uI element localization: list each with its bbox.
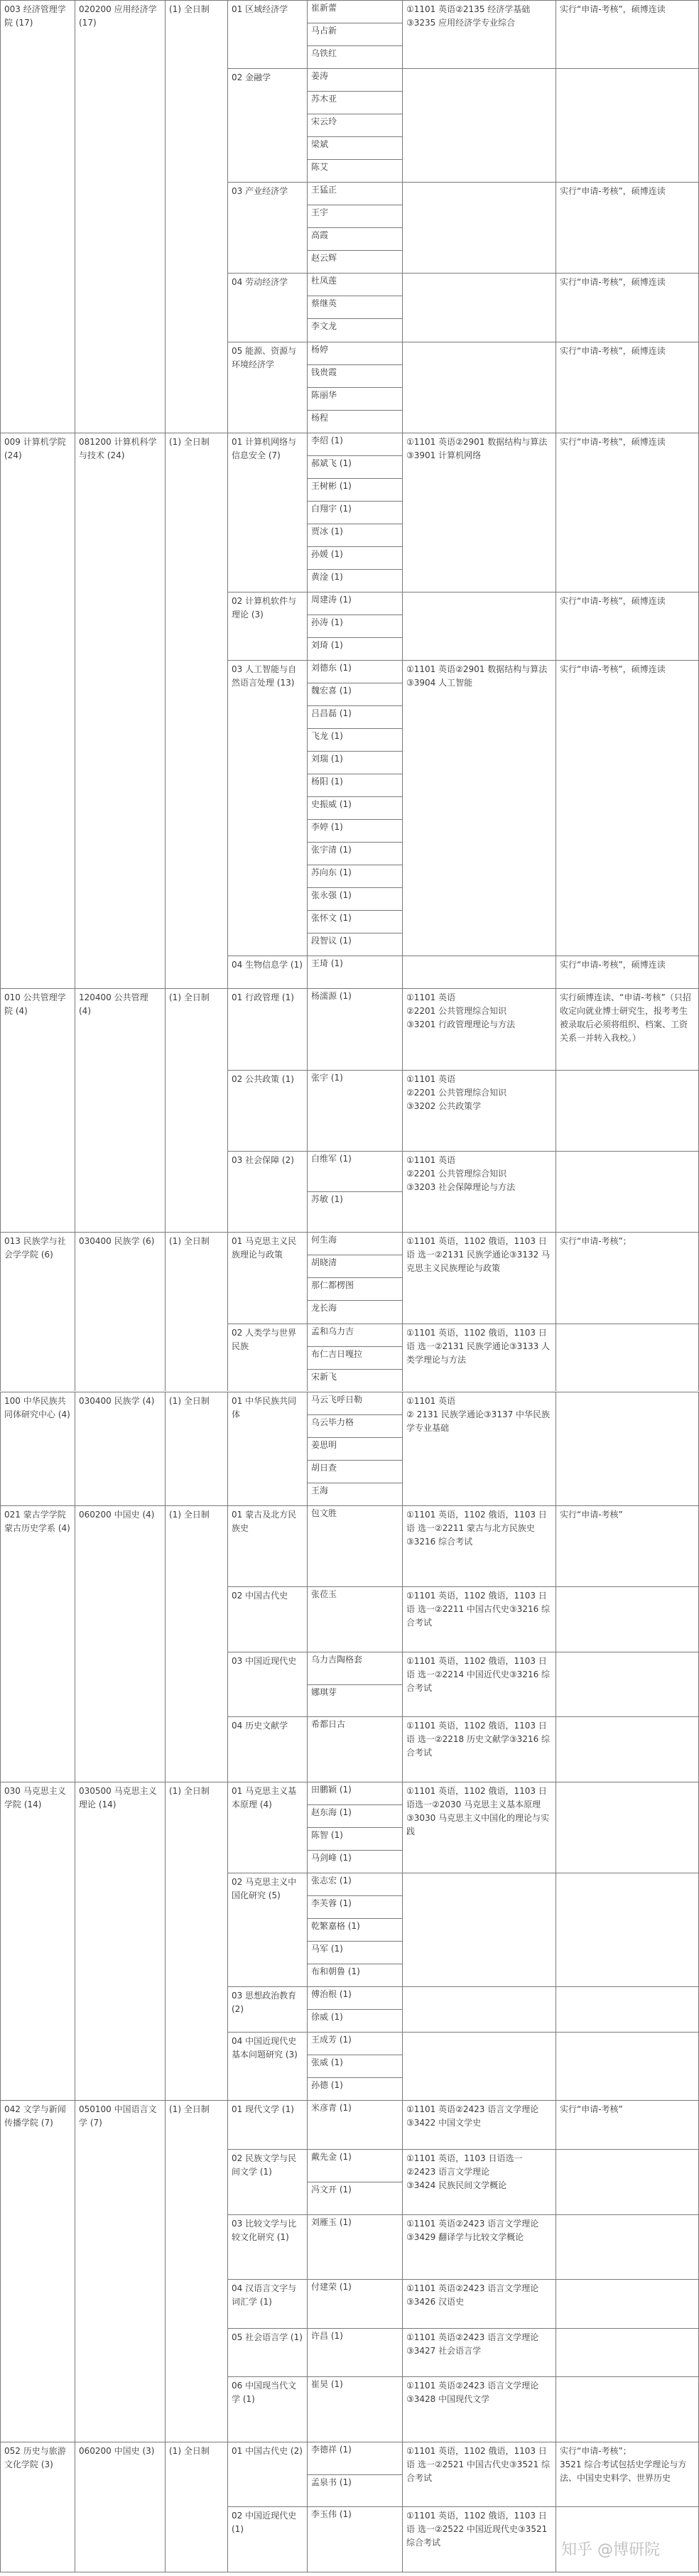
remark-cell: 实行“申请-考核”，硕博连读 — [560, 664, 666, 674]
advisor-cell: 孟和乌力吉 — [311, 1326, 354, 1336]
advisor-cell: 王海 — [311, 1485, 329, 1495]
advisor-cell: 周建涛 (1) — [311, 595, 352, 605]
study-mode-cell: (1) 全日制 — [169, 1510, 210, 1520]
advisor-cell: 王宇 — [311, 207, 329, 217]
advisor-cell: 杨婷 — [311, 345, 329, 355]
advisor-cell: 史振威 (1) — [311, 799, 352, 809]
column-rule — [165, 1232, 166, 1391]
advisor-cell: 魏宏喜 (1) — [311, 686, 352, 696]
advisor-cell: 吕昌磊 (1) — [311, 708, 352, 718]
advisor-cell: 姜思明 — [311, 1440, 337, 1450]
study-mode-cell: (1) 全日制 — [169, 992, 210, 1002]
exam-subjects-cell: ①1101 英语②2423 语言文学理论 ③3429 翻译学与比较文学概论 — [406, 2219, 539, 2242]
advisor-cell: 孙德 (1) — [311, 2080, 343, 2090]
department-cell: 052 历史与旅游文化学院 (3) — [4, 2446, 66, 2469]
advisor-rule — [307, 1827, 402, 1828]
column-rule — [227, 0, 228, 433]
row-rule — [227, 988, 699, 989]
exam-subjects-cell: ①1101 英语，1102 俄语，1103 日语 选一②2131 民族学通论③3132 马克思主义民族理论与政策 — [406, 1236, 551, 1273]
exam-subjects-cell: ①1101 英语②2423 语言文学理论 ③3426 汉语史 — [406, 2283, 539, 2307]
research-direction-cell: 01 中华民族共同体 — [232, 1396, 297, 1419]
department-cell: 021 蒙古学学院蒙古历史学系 (4) — [4, 1510, 70, 1533]
research-direction-cell: 04 汉语言文字与词汇学 (1) — [232, 2283, 297, 2307]
research-direction-cell: 02 民族文学与民间文学 (1) — [232, 2153, 297, 2177]
exam-subjects-cell: ①1101 英语②2135 经济学基础③3235 应用经济学专业综合 — [406, 4, 531, 28]
advisor-cell: 布和朝鲁 (1) — [311, 1966, 360, 1976]
exam-subjects-cell: ①1101 英语，1102 俄语，1103 日语 选一②2211 蒙古与北方民族史 ③3216 综合考试 — [406, 1510, 547, 1547]
exam-subjects-cell: ①1101 英语，1102 俄语，1103 日语选一②2030 马克思主义基本原理③3030 马克思主义中国化的理论与实践 — [406, 1786, 550, 1836]
advisor-cell: 包文胜 — [311, 1508, 337, 1518]
column-rule — [227, 2100, 228, 2442]
column-rule — [165, 1392, 166, 1505]
column-rule — [0, 0, 1, 433]
advisor-rule — [307, 501, 402, 502]
research-direction-cell: 02 计算机软件与理论 (3) — [232, 596, 297, 619]
major-cell: 030400 民族学 (4) — [79, 1396, 155, 1406]
research-direction-cell: 06 中国现当代文学 (1) — [232, 2381, 297, 2404]
advisor-cell: 马军 (1) — [311, 1944, 343, 1954]
research-direction-cell: 01 蒙古及北方民族史 — [232, 1510, 297, 1533]
advisor-rule — [307, 45, 402, 46]
exam-subjects-cell: ①1101 英语②2901 数据结构与算法③3901 计算机网络 — [406, 437, 548, 460]
advisor-rule — [307, 842, 402, 843]
advisor-cell: 傅治根 (1) — [311, 1989, 352, 1999]
row-rule — [227, 2506, 699, 2507]
research-direction-cell: 03 比较文学与比较文化研究 (1) — [232, 2219, 297, 2242]
row-rule — [227, 1986, 699, 1987]
column-rule — [402, 0, 403, 433]
advisor-cell: 龙长海 — [311, 1303, 337, 1313]
advisor-cell: 那仁都楞图 — [311, 1280, 354, 1290]
major-cell: 020200 应用经济学 (17) — [79, 4, 160, 28]
major-cell: 060200 中国史 (4) — [79, 1510, 155, 1520]
row-rule — [227, 182, 699, 183]
advisor-cell: 娜琪芽 — [311, 1687, 337, 1697]
column-rule — [402, 1232, 403, 1391]
study-mode-cell: (1) 全日制 — [169, 4, 210, 14]
advisor-cell: 李婷 (1) — [311, 822, 343, 832]
advisor-cell: 张莅玉 — [311, 1589, 337, 1599]
major-cell: 081200 计算机科学与技术 (24) — [79, 437, 157, 460]
advisor-rule — [307, 887, 402, 888]
advisor-cell: 黄淦 (1) — [311, 572, 343, 582]
exam-subjects-cell: ①1101 英语，1102 俄语，1103 日 语 选一②2521 中国古代史③3521 综合考试 — [406, 2446, 551, 2483]
advisor-cell: 徐威 (1) — [311, 2012, 343, 2022]
column-rule — [227, 1782, 228, 2100]
research-direction-cell: 02 公共政策 (1) — [232, 1074, 294, 1084]
advisor-cell: 希都日古 — [311, 1719, 346, 1729]
advisor-rule — [307, 819, 402, 820]
remark-cell: 实行“申请-考核”，硕博连读 — [560, 186, 666, 196]
department-cell: 013 民族学与社会学学院 (6) — [4, 1236, 66, 1260]
advisor-rule — [307, 1895, 402, 1896]
remark-cell: 实行“申请-考核”； — [560, 1236, 632, 1246]
column-rule — [227, 988, 228, 1232]
study-mode-cell: (1) 全日制 — [169, 2104, 210, 2114]
column-rule — [307, 2100, 308, 2442]
advisor-cell: 胡晓清 — [311, 1257, 337, 1267]
advisor-cell: 宋新飞 — [311, 1372, 337, 1382]
column-rule — [165, 2442, 166, 2572]
advisor-rule — [307, 796, 402, 797]
advisor-cell: 段智议 (1) — [311, 936, 352, 946]
advisor-rule — [307, 1369, 402, 1370]
advisor-rule — [307, 159, 402, 160]
advisor-cell: 张怀文 (1) — [311, 913, 352, 923]
research-direction-cell: 01 区域经济学 — [232, 4, 288, 14]
advisor-cell: 蔡继英 — [311, 298, 337, 308]
exam-subjects-cell: ①1101 英语，1102 俄语，1103 日 语 选一②2522 中国近现代史③3521 综合考试 — [406, 2511, 551, 2548]
advisor-cell: 孙媛 (1) — [311, 549, 343, 559]
advisor-rule — [307, 728, 402, 729]
advisor-cell: 马剑峰 (1) — [311, 1853, 352, 1863]
advisor-rule — [307, 1941, 402, 1942]
exam-subjects-cell: ①1101 英语 ②2201 公共管理综合知识 ③3203 社会保障理论与方法 — [406, 1155, 516, 1192]
advisor-cell: 崔新蕾 — [311, 3, 337, 13]
column-rule — [165, 433, 166, 989]
advisor-cell: 刘瑞 (1) — [311, 754, 343, 764]
watermark: 知乎 @博研院 — [561, 2541, 660, 2559]
advisor-cell: 马云飞呼日勒 — [311, 1395, 363, 1405]
exam-subjects-cell: ①1101 英语，1103 日语选一②2423 语言文学理论 ③3424 民族民间文学概论 — [406, 2153, 523, 2190]
advisor-cell: 许昌 (1) — [311, 2331, 343, 2341]
advisor-cell: 冯文开 (1) — [311, 2185, 352, 2195]
column-rule — [165, 988, 166, 1232]
study-mode-cell: (1) 全日制 — [169, 437, 210, 447]
advisor-cell: 刘琦 (1) — [311, 640, 343, 650]
remark-cell: 实行“申请-考核”，硕博连读 — [560, 4, 666, 14]
advisor-cell: 崔昊 (1) — [311, 2379, 343, 2389]
row-rule — [227, 1151, 699, 1152]
research-direction-cell: 01 马克思主义民族理论与政策 — [232, 1236, 297, 1260]
advisor-cell: 刘德东 (1) — [311, 663, 352, 673]
column-rule — [0, 2100, 1, 2442]
advisor-rule — [307, 1437, 402, 1438]
row-rule — [227, 2100, 699, 2101]
advisor-cell: 乾繁嘉格 (1) — [311, 1921, 360, 1931]
remark-cell: 实行“申请-考核”，硕博连读 — [560, 960, 666, 970]
column-rule — [402, 433, 403, 989]
advisor-cell: 白翔宇 (1) — [311, 504, 352, 514]
major-cell: 030400 民族学 (6) — [79, 1236, 155, 1246]
advisor-rule — [307, 751, 402, 752]
exam-subjects-cell: ①1101 英语 ②2201 公共管理综合知识 ③3201 行政管理理论与方法 — [406, 992, 516, 1029]
major-cell: 050100 中国语言文学 (7) — [79, 2104, 157, 2128]
department-cell: 030 马克思主义学院 (14) — [4, 1786, 66, 1809]
research-direction-cell: 03 思想政治教育 (2) — [232, 1991, 299, 2014]
advisor-rule — [307, 136, 402, 137]
column-rule — [165, 0, 166, 433]
column-rule — [227, 433, 228, 989]
advisor-cell: 苏向东 (1) — [311, 867, 352, 877]
advisor-cell: 孙涛 (1) — [311, 617, 343, 627]
advisor-cell: 梁斌 — [311, 139, 329, 149]
advisor-rule — [307, 569, 402, 570]
row-rule — [227, 2376, 699, 2377]
advisor-cell: 钱贵霞 — [311, 367, 337, 377]
advisor-rule — [307, 546, 402, 547]
advisor-rule — [307, 227, 402, 228]
advisor-rule — [307, 1684, 402, 1685]
column-rule — [0, 1232, 1, 1391]
advisor-cell: 田鹏颖 (1) — [311, 1785, 352, 1795]
row-rule — [227, 1716, 699, 1717]
research-direction-cell: 04 中国近现代史基本问题研究 (3) — [232, 2036, 298, 2060]
advisor-rule — [307, 705, 402, 706]
column-rule — [0, 1505, 1, 1782]
exam-subjects-cell: ①1101 英语②2423 语言文学理论 ③3428 中国现代文学 — [406, 2381, 539, 2404]
department-cell: 010 公共管理学院 (4) — [4, 992, 66, 1016]
column-rule — [402, 1505, 403, 1782]
row-rule — [227, 660, 699, 661]
study-mode-cell: (1) 全日制 — [169, 1236, 210, 1246]
advisor-cell: 乌铁红 — [311, 48, 337, 58]
research-direction-cell: 01 计算机网络与信息安全 (7) — [232, 437, 297, 460]
advisor-rule — [307, 910, 402, 911]
advisor-cell: 米彦青 (1) — [311, 2103, 352, 2113]
advisor-cell: 戴先金 (1) — [311, 2152, 352, 2162]
department-cell: 042 文学与新闻传播学院 (7) — [4, 2104, 66, 2128]
advisor-cell: 布仁吉日嘎拉 — [311, 1349, 363, 1359]
advisor-rule — [307, 637, 402, 638]
remark-cell: 实行“申请-考核”，硕博连读 — [560, 596, 666, 606]
row-rule — [227, 68, 699, 69]
research-direction-cell: 03 社会保障 (2) — [232, 1155, 294, 1165]
column-rule — [227, 1505, 228, 1782]
remark-cell: 实行“申请-考核”，硕博连读 — [560, 346, 666, 356]
column-rule — [402, 2100, 403, 2442]
advisor-cell: 赵云辉 — [311, 253, 337, 263]
column-rule — [307, 988, 308, 1232]
column-rule — [402, 1782, 403, 2100]
exam-subjects-cell: ①1101 英语②2901 数据结构与算法③3904 人工智能 — [406, 664, 548, 688]
major-cell: 060200 中国史 (3) — [79, 2446, 155, 2456]
study-mode-cell: (1) 全日制 — [169, 1786, 210, 1796]
column-rule — [227, 1232, 228, 1391]
advisor-cell: 姜涛 — [311, 71, 329, 81]
advisor-cell: 杨阳 (1) — [311, 776, 343, 786]
advisor-cell: 王树彬 (1) — [311, 481, 352, 491]
exam-subjects-cell: ①1101 英语 ②2201 公共管理综合知识 ③3202 公共政策学 — [406, 1074, 507, 1111]
row-rule — [227, 1505, 699, 1506]
column-rule — [0, 1782, 1, 2100]
advisor-cell: 李绍 (1) — [311, 435, 343, 445]
remark-cell: 实行“申请-考核”，硕博连读 — [560, 437, 666, 447]
advisor-cell: 杜凤莲 — [311, 276, 337, 286]
row-rule — [227, 1232, 699, 1233]
advisor-cell: 乌云毕力格 — [311, 1417, 354, 1427]
advisor-rule — [307, 410, 402, 411]
advisor-cell: 贾冰 (1) — [311, 526, 343, 536]
research-direction-cell: 02 中国古代史 — [232, 1591, 288, 1601]
advisor-rule — [307, 1414, 402, 1415]
research-direction-cell: 05 能源、资源与环境经济学 — [232, 346, 297, 369]
research-direction-cell: 04 历史文献学 — [232, 1721, 288, 1731]
advisor-cell: 何生海 — [311, 1235, 337, 1245]
research-direction-cell: 03 人工智能与自然语言处理 (13) — [232, 664, 297, 688]
remark-cell: 实行“申请-考核” — [560, 1510, 623, 1520]
advisor-rule — [307, 1346, 402, 1347]
advisor-cell: 李玉伟 (1) — [311, 2509, 352, 2519]
advisor-cell: 张宇 (1) — [311, 1073, 343, 1083]
advisor-cell: 孟泉书 (1) — [311, 2477, 352, 2487]
department-cell: 003 经济管理学院 (17) — [4, 4, 66, 28]
advisor-rule — [307, 1460, 402, 1461]
advisor-rule — [307, 1300, 402, 1301]
advisor-rule — [307, 91, 402, 92]
advisor-rule — [307, 2474, 402, 2475]
row-rule — [227, 2032, 699, 2033]
advisor-rule — [307, 1804, 402, 1805]
advisor-cell: 赵东海 (1) — [311, 1807, 352, 1817]
advisor-rule — [307, 387, 402, 388]
advisor-cell: 李德祥 (1) — [311, 2445, 352, 2455]
exam-subjects-cell: ①1101 英语，1102 俄语，1103 日 语 选一②2214 中国近代史③3216 综合考试 — [406, 1656, 551, 1693]
research-direction-cell: 05 社会语言学 (1) — [232, 2332, 303, 2342]
row-rule — [227, 0, 699, 1]
advisor-rule — [307, 1918, 402, 1919]
advisor-cell: 张志宏 (1) — [311, 1876, 352, 1885]
column-rule — [0, 988, 1, 1232]
column-rule — [402, 988, 403, 1232]
column-rule — [402, 1392, 403, 1505]
advisor-cell: 乌力吉陶格套 — [311, 1655, 363, 1665]
row-rule — [227, 2328, 699, 2329]
exam-subjects-cell: ①1101 英语②2423 语言文学理论 ③3422 中国文学史 — [406, 2104, 539, 2128]
study-mode-cell: (1) 全日制 — [169, 1396, 210, 1406]
advisor-cell: 王琦 (1) — [311, 958, 343, 968]
advisor-rule — [307, 2009, 402, 2010]
research-direction-cell: 01 中国古代史 (2) — [232, 2446, 303, 2456]
row-rule — [227, 2279, 699, 2280]
research-direction-cell: 01 行政管理 (1) — [232, 992, 294, 1002]
advisor-rule — [307, 364, 402, 365]
research-direction-cell: 04 生物信息学 (1) — [232, 960, 303, 970]
remark-cell: 实行硕博连读、“申请-考核”（只招收定向就业博士研究生，报考考生被录取后必须将组织、档案、工资关系一并转入我校。） — [560, 992, 691, 1043]
advisor-cell: 王成芳 (1) — [311, 2035, 352, 2045]
column-rule — [307, 433, 308, 989]
advisor-rule — [307, 1277, 402, 1278]
column-rule — [0, 1392, 1, 1505]
advisor-rule — [307, 2077, 402, 2078]
research-direction-cell: 02 中国近现代史 (1) — [232, 2511, 299, 2534]
advisor-cell: 李文龙 — [311, 321, 337, 331]
advisor-cell: 胡日查 — [311, 1463, 337, 1473]
column-rule — [0, 2442, 1, 2572]
advisor-cell: 陈丽华 — [311, 390, 337, 400]
column-rule — [165, 1505, 166, 1782]
exam-subjects-cell: ①1101 英语②2423 语言文学理论 ③3427 社会语言学 — [406, 2332, 539, 2356]
advisor-cell: 陈艾 — [311, 162, 329, 172]
advisor-rule — [307, 318, 402, 319]
research-direction-cell: 02 马克思主义中国化研究 (5) — [232, 1877, 297, 1900]
row-rule — [227, 1070, 699, 1071]
advisor-cell: 白维军 (1) — [311, 1154, 352, 1164]
advisor-cell: 苏木亚 — [311, 94, 337, 104]
advisor-cell: 杨濡源 (1) — [311, 991, 352, 1001]
row-rule — [227, 273, 699, 274]
research-direction-cell: 02 人类学与世界民族 — [232, 1328, 297, 1351]
advisor-cell: 张永强 (1) — [311, 890, 352, 900]
advisor-cell: 飞龙 (1) — [311, 731, 343, 741]
exam-subjects-cell: ①1101 英语 ② 2131 民族学通论③3137 中华民族学专业基础 — [406, 1396, 551, 1433]
research-direction-cell: 04 劳动经济学 — [232, 277, 288, 287]
column-rule — [307, 1392, 308, 1505]
advisor-cell: 李芙蓉 (1) — [311, 1898, 352, 1908]
row-rule — [227, 2149, 699, 2150]
advisor-rule — [307, 1850, 402, 1851]
column-rule — [307, 1232, 308, 1391]
advisor-rule — [307, 455, 402, 456]
research-direction-cell: 01 马克思主义基本原理 (4) — [232, 1786, 297, 1809]
column-rule — [227, 1392, 228, 1505]
column-rule — [307, 0, 308, 433]
advisor-cell: 刘雁玉 (1) — [311, 2217, 352, 2227]
advisor-cell: 陈智 (1) — [311, 1830, 343, 1840]
advisor-cell: 张宇清 (1) — [311, 845, 352, 855]
research-direction-cell: 02 金融学 — [232, 72, 271, 82]
advisor-cell: 马占新 — [311, 26, 337, 36]
advisor-cell: 杨程 — [311, 413, 329, 423]
research-direction-cell: 03 产业经济学 — [232, 186, 288, 196]
research-direction-cell: 01 现代文学 (1) — [232, 2104, 294, 2114]
advisor-cell: 张威 (1) — [311, 2057, 343, 2067]
remark-cell: 实行“申请-考核” — [560, 2104, 623, 2114]
column-rule — [165, 2100, 166, 2442]
study-mode-cell: (1) 全日制 — [169, 2446, 210, 2456]
row-rule — [227, 1586, 699, 1587]
advisor-cell: 王猛正 — [311, 185, 337, 195]
advisor-cell: 郝斌飞 (1) — [311, 458, 352, 468]
department-cell: 009 计算机学院 (24) — [4, 437, 69, 460]
exam-subjects-cell: ①1101 英语，1102 俄语，1103 日语 选一②2131 民族学通论③3133 人类学理论与方法 — [406, 1328, 551, 1365]
major-cell: 030500 马克思主义理论 (14) — [79, 1786, 157, 1809]
advisor-cell: 苏敏 (1) — [311, 1194, 343, 1204]
remark-cell: 实行“申请-考核”，硕博连读 — [560, 277, 666, 287]
column-rule — [307, 1505, 308, 1782]
column-rule — [0, 433, 1, 989]
advisor-cell: 付建荣 (1) — [311, 2282, 352, 2292]
row-rule — [227, 2214, 699, 2215]
department-cell: 100 中华民族共同体研究中心 (4) — [4, 1396, 70, 1419]
advisor-rule — [307, 478, 402, 479]
exam-subjects-cell: ①1101 英语，1102 俄语，1103 日 语 选一②2218 历史文献学③3216 综合考试 — [406, 1721, 551, 1758]
advisor-rule — [307, 250, 402, 251]
exam-subjects-cell: ①1101 英语，1102 俄语，1103 日 语 选一②2211 中国古代史③3216 综合考试 — [406, 1591, 551, 1628]
advisor-cell: 宋云玲 — [311, 117, 337, 126]
major-cell: 120400 公共管理 (4) — [79, 992, 151, 1016]
research-direction-cell: 03 中国近现代史 — [232, 1656, 297, 1666]
remark-cell: 实行“申请-考核”； 3521 综合考试包括史学理论与方法、中国史史料学、世界历史 — [560, 2446, 687, 2483]
column-rule — [165, 1782, 166, 2100]
advisor-cell: 高霞 — [311, 230, 329, 240]
advisor-rule — [307, 1191, 402, 1192]
